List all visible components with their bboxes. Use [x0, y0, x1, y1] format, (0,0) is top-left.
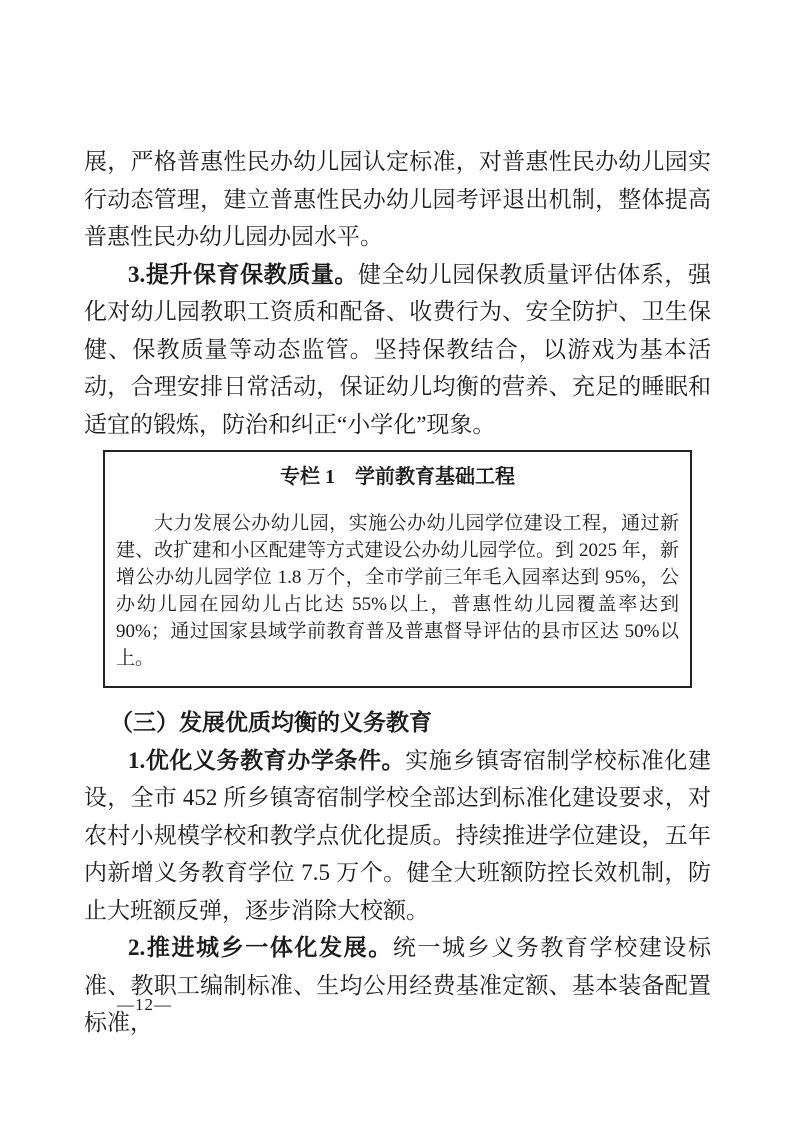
paragraph-item-1-body: 实施乡镇寄宿制学校标准化建设，全市 452 所乡镇寄宿制学校全部达到标准化建设要求，对农村小规模学校和教学点优化提质。持续推进学位建设，五年内新增义务教育学位 7.5 万个。健全大班额防控长效机制，防止大班额反弹，逐步消除大校额。 — [84, 747, 712, 923]
column-box-body: 大力发展公办幼儿园，实施公办幼儿园学位建设工程，通过新建、改扩建和小区配建等方式建设公办幼儿园学位。到 2025 年，新增公办幼儿园学位 1.8 万个，全市学前三年毛入园率达到 95%，公办幼儿园在园幼儿占比达 55%以上，普惠性幼儿园覆盖率达到 90%；通过国家县域学前教育普及普惠督导评估的县市区达 50%以上。 — [116, 513, 679, 669]
paragraph-item-3-lead: 3.提升保育保教质量。 — [128, 261, 358, 287]
page-content — [84, 143, 711, 1042]
paragraph-item-2 — [84, 929, 711, 1042]
paragraph-item-2-lead: 2.推进城乡一体化发展。 — [128, 935, 393, 960]
paragraph-item-2-body: 统一城乡义务教育学校建设标准、教职工编制标准、生均公用经费基准定额、基本装备配置标准， — [84, 935, 712, 1035]
paragraph-item-1-lead: 1.优化义务教育办学条件。 — [128, 747, 406, 773]
section-heading-compulsory-education: （三）发展优质均衡的义务教育 — [110, 710, 432, 735]
page-number: —12— — [117, 995, 172, 1014]
paragraph-item-3-body: 健全幼儿园保教质量评估体系，强化对幼儿园教职工资质和配备、收费行为、安全防护、卫生保健、保教质量等动态监管。坚持保教结合，以游戏为基本活动，合理安排日常活动，保证幼儿均衡的营养、充足的睡眠和适宜的锻炼，防治和纠正“小学化”现象。 — [84, 261, 712, 437]
paragraph-item-1 — [84, 742, 711, 930]
paragraph-continuation: 展，严格普惠性民办幼儿园认定标准，对普惠性民办幼儿园实行动态管理，建立普惠性民办幼儿园考评退出机制，整体提高普惠性民办幼儿园办园水平。 — [84, 149, 711, 249]
paragraph-item-3 — [84, 256, 711, 444]
column-box-title: 专栏 1 学前教育基础工程 — [280, 466, 515, 488]
column-box-preschool-project — [103, 450, 692, 688]
